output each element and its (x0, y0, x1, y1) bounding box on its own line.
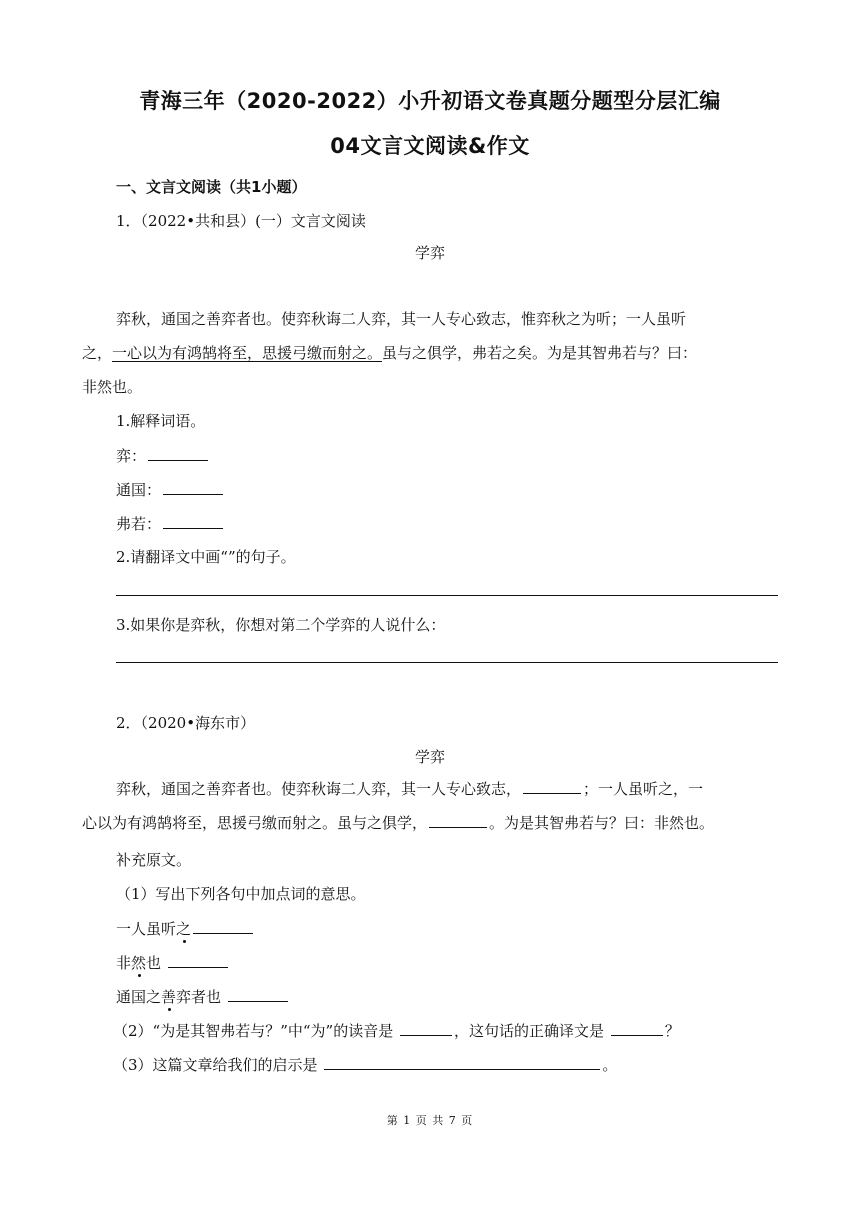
passage-text: 之， (82, 344, 113, 362)
answer-blank[interactable] (324, 1053, 600, 1070)
answer-blank[interactable] (148, 444, 208, 461)
q2-supplement: 补充原文。 (116, 851, 192, 869)
passage-line: 弈秋，通国之善弈者也。使弈秋诲二人弈，其一人专心致志，惟弈秋之为听；一人虽听 (116, 310, 687, 328)
q1-word-2: 通国： (116, 478, 225, 500)
q1-word-1: 弈： (116, 444, 210, 466)
dotted-char: 之 (176, 920, 192, 938)
dotted-char: 然 (131, 954, 147, 972)
page-footer: 第 1 页 共 7 页 (386, 1114, 474, 1127)
q2-part-3: （3）这篇文章给我们的启示是 。 (113, 1053, 617, 1075)
question-2-passage-title: 学弈 (414, 748, 445, 766)
q2-part-1: （1）写出下列各句中加点词的意思。 (116, 885, 366, 903)
q1-sub-question-1: 1.解释词语。 (116, 412, 206, 430)
document-title: 青海三年（2020-2022）小升初语文卷真题分题型分层汇编 (139, 89, 721, 113)
fill-blank[interactable] (429, 811, 487, 828)
passage-text: ；一人虽听之，一 (583, 780, 704, 798)
underlined-sentence: 一心以为有鸿鹄将至，思援弓缴而射之。 (112, 344, 383, 362)
q1-sub-question-2: 2.请翻译文中画“”的句子。 (116, 548, 296, 566)
answer-blank[interactable] (193, 917, 253, 934)
question-2-header: 2．（2020•海东市） (116, 714, 256, 732)
q2-item-2: 非然也 (116, 951, 230, 973)
passage-text: 非然也。 (82, 378, 143, 396)
answer-blank[interactable] (163, 512, 223, 529)
q1-sub-question-3: 3.如果你是弈秋，你想对第二个学弈的人说什么： (116, 616, 446, 634)
answer-blank[interactable] (228, 985, 288, 1002)
question-1-passage (82, 302, 782, 404)
section-heading: 一、文言文阅读（共1小题） (116, 178, 307, 196)
fill-blank[interactable] (523, 777, 581, 794)
passage-text: 虽与之俱学，弗若之矣。为是其智弗若与？曰： (382, 344, 698, 362)
q2-item-3: 通国之善弈者也 (116, 985, 290, 1007)
answer-blank[interactable] (163, 478, 223, 495)
q2-item-1: 一人虽听之 (116, 917, 255, 939)
q1-word-3: 弗若： (116, 512, 225, 534)
document-subtitle: 04文言文阅读&作文 (330, 134, 530, 158)
answer-blank[interactable] (400, 1019, 452, 1036)
answer-blank[interactable] (611, 1019, 663, 1036)
passage-text: 。为是其智弗若与？曰：非然也。 (489, 814, 715, 832)
question-2-passage (82, 772, 782, 840)
answer-line[interactable] (116, 662, 778, 663)
answer-line[interactable] (116, 595, 778, 596)
q2-part-2: （2）“为是其智弗若与？”中“为”的读音是 ，这句话的正确译文是 ？ (113, 1019, 680, 1041)
dotted-char: 善 (161, 988, 177, 1006)
question-1-passage-title: 学弈 (414, 244, 445, 262)
passage-text: 弈秋，通国之善弈者也。使弈秋诲二人弈，其一人专心致志， (116, 780, 522, 798)
question-1-header: 1．（2022•共和县）(一）文言文阅读 (116, 212, 366, 230)
answer-blank[interactable] (168, 951, 228, 968)
passage-text: 心以为有鸿鹄将至，思援弓缴而射之。虽与之俱学， (82, 814, 428, 832)
